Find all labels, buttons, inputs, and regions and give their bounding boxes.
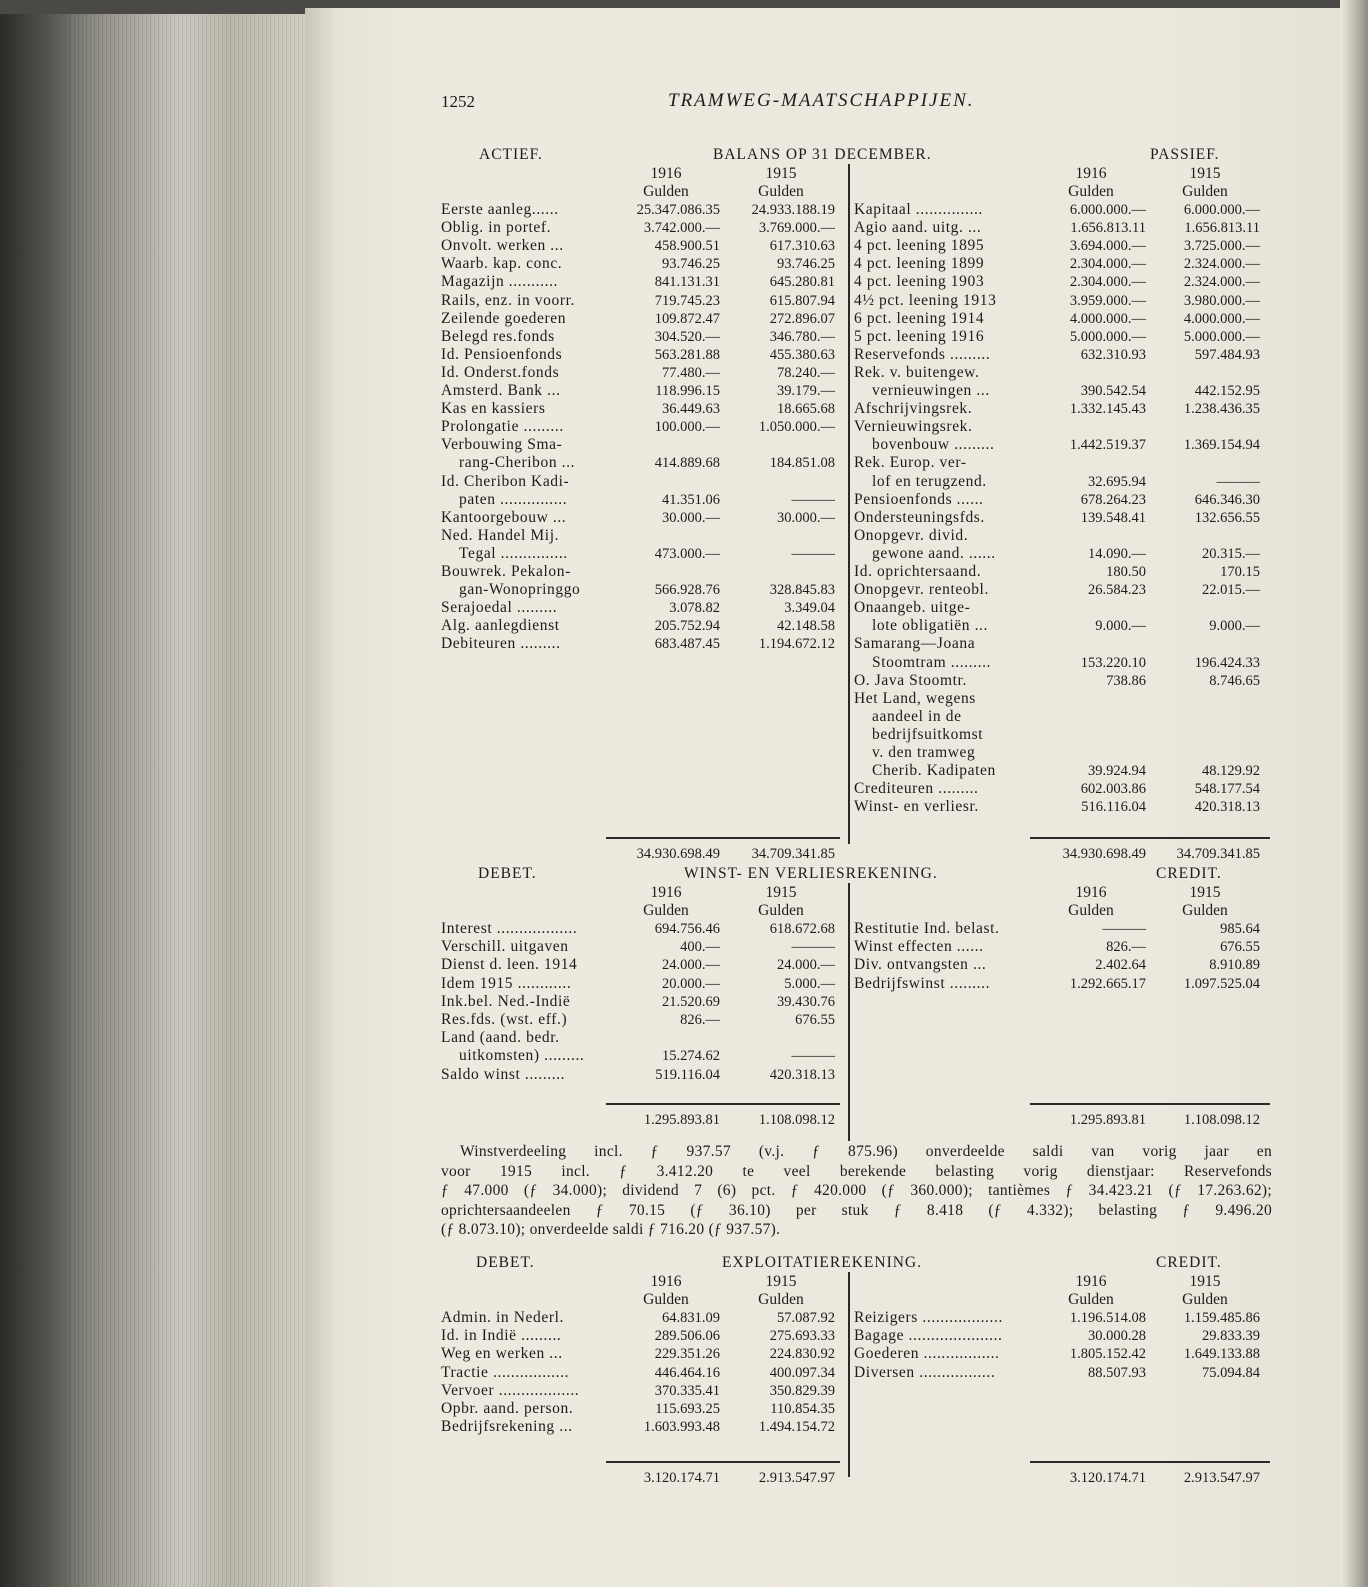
profit_loss-year1-left: 1916	[650, 884, 682, 901]
profit_loss-right-row-value-1915: 676.55	[1220, 939, 1260, 956]
balance-left-row-label: Tegal ...............	[459, 544, 568, 562]
balance-unit1-left: Gulden	[643, 183, 689, 200]
profit_loss-left-row-value-1915: 5.000.—	[784, 975, 835, 992]
balance-left-row-label: Serajoedal .........	[441, 599, 558, 617]
balance-left-row-value-1915: 328.845.83	[769, 582, 835, 599]
profit-distribution-note-line: voor 1915 incl. ƒ 3.412.20 te veel berekende belasting vorig dienstjaar: Reservefonds	[441, 1162, 1272, 1180]
balance-right-row-value-1915: 48.129.92	[1202, 763, 1260, 780]
exploitation-left-row-label: Weg en werken ...	[441, 1345, 563, 1363]
exploitation-right-total-1916: 3.120.174.71	[1069, 1470, 1146, 1486]
exploitation-right-row-value-1916: 1.805.152.42	[1069, 1346, 1146, 1363]
profit_loss-column-divider	[848, 883, 850, 1141]
balance-left-row-value-1916: 30.000.—	[662, 509, 720, 526]
exploitation-left-row-value-1915: 110.854.35	[770, 1401, 835, 1417]
profit_loss-left-row-value-1915: ———	[791, 939, 835, 956]
balance-year1-left: 1916	[650, 165, 682, 182]
balance-left-heading: ACTIEF.	[479, 146, 543, 163]
balance-right-row-value-1915: 3.980.000.—	[1183, 292, 1260, 309]
balance-left-row-label: Id. Pensioenfonds	[441, 345, 563, 363]
balance-right-row-label: Agio aand. uitg. ...	[854, 219, 982, 237]
balance-left-row-label: rang-Cheribon ...	[459, 454, 576, 472]
balance-right-row-label: lote obligatiën ...	[872, 617, 989, 635]
balance-right-row-label: Het Land, wegens	[854, 689, 976, 707]
balance-left-row-value-1916: 100.000.—	[654, 419, 720, 436]
profit_loss-left-row-label: Idem 1915 ............	[441, 974, 572, 992]
balance-left-row-label: Kantoorgebouw ...	[441, 508, 567, 526]
balance-right-row-value-1916: 153.220.10	[1080, 654, 1146, 671]
exploitation-left-row-value-1915: 57.087.92	[777, 1310, 835, 1326]
balance-right-row-label: 6 pct. leening 1914	[854, 309, 985, 327]
balance-left-row-value-1915: 1.050.000.—	[758, 419, 835, 436]
balance-right-row-value-1915: 646.346.30	[1194, 491, 1260, 508]
balance-left-row-value-1916: 3.742.000.—	[643, 220, 720, 237]
exploitation-right-row-value-1916: 88.507.93	[1088, 1364, 1146, 1381]
balance-right-row-label: Ondersteuningsfds.	[854, 508, 985, 526]
exploitation-unit2-right: Gulden	[1182, 1291, 1228, 1308]
balance-left-row-label: Oblig. in portef.	[441, 219, 552, 237]
balance-right-row-label: 4 pct. leening 1903	[854, 273, 985, 291]
balance-left-row-value-1915: 3.349.04	[784, 600, 835, 617]
exploitation-year2-left: 1915	[765, 1273, 797, 1290]
profit_loss-left-row-value-1916: 694.756.46	[654, 921, 720, 937]
exploitation-left-row-value-1916: 289.506.06	[654, 1328, 720, 1345]
profit_loss-left-row-label: Res.fds. (wst. eff.)	[441, 1011, 568, 1028]
running-title: TRAMWEG-MAATSCHAPPIJEN.	[668, 90, 975, 111]
profit_loss-left-heading: DEBET.	[478, 865, 537, 882]
profit_loss-right-row-value-1916: ———	[1102, 921, 1146, 937]
balance-left-row-value-1916: 841.131.31	[654, 274, 720, 291]
balance-right-row-value-1915: 2.324.000.—	[1183, 256, 1260, 273]
balance-right-row-value-1915: 1.369.154.94	[1183, 437, 1260, 454]
profit_loss-right-row-value-1916: 1.292.665.17	[1069, 975, 1146, 992]
balance-right-row-value-1916: 32.695.94	[1088, 473, 1146, 490]
profit_loss-left-row-label: Interest ..................	[441, 920, 578, 937]
profit_loss-left-total-rule	[606, 1103, 840, 1105]
balance-right-row-value-1916: 9.000.—	[1095, 618, 1146, 635]
balance-right-row-label: Cherib. Kadipaten	[872, 762, 996, 780]
profit_loss-year1-right: 1916	[1075, 884, 1107, 901]
profit_loss-left-row-label: uitkomsten) .........	[459, 1047, 585, 1065]
exploitation-left-row-label: Tractie .................	[441, 1363, 570, 1381]
balance-left-row-label: gan-Wonopringgo	[459, 581, 581, 599]
balance-right-row-label: Onopgevr. divid.	[854, 526, 969, 544]
balance-unit1-right: Gulden	[1068, 183, 1114, 200]
balance-right-row-label: lof en terugzend.	[872, 472, 987, 490]
exploitation-right-row-label: Bagage .....................	[854, 1327, 1003, 1345]
balance-right-row-value-1916: 4.000.000.—	[1069, 310, 1146, 327]
balance-right-row-value-1915: 2.324.000.—	[1183, 274, 1260, 291]
balance-right-row-value-1915: 132.656.55	[1194, 509, 1260, 526]
profit_loss-year2-right: 1915	[1189, 884, 1221, 901]
balance-left-row-label: Eerste aanleg......	[441, 201, 559, 218]
balance-left-row-value-1916: 205.752.94	[654, 618, 720, 635]
balance-left-row-label: Amsterd. Bank ...	[441, 382, 561, 399]
profit_loss-left-row-value-1916: 400.—	[680, 939, 720, 956]
profit_loss-unit2-right: Gulden	[1182, 902, 1228, 919]
balance-right-heading: PASSIEF.	[1150, 146, 1220, 163]
exploitation-left-row-value-1915: 224.830.92	[769, 1346, 835, 1363]
profit_loss-left-row-value-1916: 519.116.04	[655, 1066, 720, 1083]
balance-left-row-label: Prolongatie .........	[441, 418, 564, 436]
profit_loss-left-row-label: Dienst d. leen. 1914	[441, 956, 578, 974]
balance-left-row-label: Rails, enz. in voorr.	[441, 291, 575, 309]
balance-left-row-value-1916: 109.872.47	[654, 310, 720, 327]
profit_loss-left-row-label: Ink.bel. Ned.-Indië	[441, 992, 571, 1010]
page-right-edge	[1340, 0, 1368, 1587]
profit_loss-left-row-value-1916: 21.520.69	[662, 993, 720, 1010]
balance-left-row-label: Belegd res.fonds	[441, 327, 555, 345]
balance-right-row-label: Pensioenfonds ......	[854, 490, 984, 508]
balance-right-row-label: 4 pct. leening 1899	[854, 255, 985, 273]
exploitation-left-row-value-1916: 229.351.26	[654, 1346, 720, 1363]
balance-left-row-value-1915: 184.851.08	[769, 455, 835, 472]
exploitation-right-total-1915: 2.913.547.97	[1183, 1470, 1260, 1486]
balance-left-row-value-1916: 41.351.06	[662, 491, 720, 508]
profit_loss-left-row-value-1915: ———	[791, 1048, 835, 1065]
balance-left-row-value-1916: 3.078.82	[669, 600, 720, 617]
balance-right-row-value-1915: 420.318.13	[1194, 799, 1260, 816]
balance-right-row-label: 4 pct. leening 1895	[854, 237, 985, 255]
balance-right-row-value-1916: 678.264.23	[1080, 491, 1146, 508]
balance-right-row-label: Rek. v. buitengew.	[854, 363, 980, 381]
balance-left-row-label: Zeilende goederen	[441, 309, 567, 327]
balance-right-row-value-1916: 1.332.145.43	[1069, 401, 1146, 418]
balance-right-row-label: Winst- en verliesr.	[854, 798, 979, 816]
balance-right-row-label: Onopgevr. renteobl.	[854, 581, 989, 599]
balance-left-row-value-1916: 36.449.63	[662, 401, 720, 418]
exploitation-left-row-label: Bedrijfsrekening ...	[441, 1418, 573, 1436]
balance-left-row-value-1915: 78.240.—	[777, 364, 835, 381]
balance-left-row-value-1915: 18.665.68	[777, 401, 835, 418]
balance-right-row-label: Rek. Europ. ver-	[854, 454, 967, 472]
profit_loss-left-row-value-1915: 420.318.13	[769, 1066, 835, 1083]
balance-left-row-label: Waarb. kap. conc.	[441, 255, 563, 273]
exploitation-left-row-value-1915: 275.693.33	[769, 1328, 835, 1345]
exploitation-left-row-value-1916: 115.693.25	[655, 1401, 720, 1417]
balance-left-row-value-1915: 30.000.—	[777, 509, 835, 526]
profit_loss-left-row-label: Verschill. uitgaven	[441, 938, 569, 956]
exploitation-year2-right: 1915	[1189, 1273, 1221, 1290]
page-number: 1252	[441, 92, 475, 111]
balance-right-row-label: bedrijfsuitkomst	[872, 725, 984, 743]
balance-left-row-label: Debiteuren .........	[441, 635, 561, 653]
exploitation-left-row-value-1916: 1.603.993.48	[643, 1419, 720, 1436]
balance-right-row-value-1916: 3.959.000.—	[1069, 292, 1146, 309]
exploitation-left-row-value-1916: 64.831.09	[662, 1310, 720, 1326]
profit_loss-right-total-1916: 1.295.893.81	[1069, 1112, 1146, 1128]
exploitation-left-heading: DEBET.	[476, 1254, 535, 1271]
balance-left-row-value-1916: 458.900.51	[654, 238, 720, 255]
profit_loss-unit2-left: Gulden	[758, 902, 804, 919]
balance-right-row-label: 5 pct. leening 1916	[854, 327, 985, 345]
balance-left-total-1915: 34.709.341.85	[751, 846, 835, 862]
balance-right-total-rule	[1030, 837, 1270, 839]
balance-right-row-value-1915: 1.238.436.35	[1183, 401, 1260, 418]
exploitation-left-row-label: Id. in Indië .........	[441, 1327, 562, 1345]
profit_loss-left-row-label: Land (aand. bedr.	[441, 1029, 560, 1047]
profit_loss-unit1-right: Gulden	[1068, 902, 1114, 919]
balance-right-row-label: Crediteuren .........	[854, 780, 979, 798]
balance-right-row-value-1916: 516.116.04	[1081, 799, 1146, 816]
balance-right-row-value-1915: 1.656.813.11	[1184, 220, 1260, 237]
profit_loss-right-row-label: Bedrijfswinst .........	[854, 974, 991, 992]
balance-left-row-value-1916: 566.928.76	[654, 582, 720, 599]
balance-right-row-value-1916: 2.304.000.—	[1069, 274, 1146, 291]
balance-right-row-value-1915: 8.746.65	[1209, 672, 1260, 689]
profit_loss-left-row-label: Saldo winst .........	[441, 1065, 566, 1083]
profit_loss-right-row-label: Restitutie Ind. belast.	[854, 920, 1000, 937]
exploitation-right-row-value-1915: 1.649.133.88	[1183, 1346, 1260, 1363]
profit_loss-title: WINST- EN VERLIESREKENING.	[684, 865, 938, 882]
exploitation-left-total-rule	[606, 1461, 840, 1463]
balance-left-row-label: Verbouwing Sma-	[441, 436, 563, 454]
balance-right-row-value-1916: 6.000.000.—	[1069, 202, 1146, 218]
profit_loss-left-total-1915: 1.108.098.12	[758, 1112, 835, 1128]
exploitation-left-row-value-1915: 400.097.34	[769, 1364, 835, 1381]
profit_loss-left-row-value-1915: 618.672.68	[769, 921, 835, 937]
page-edges	[70, 0, 330, 1587]
profit_loss-right-total-rule	[1030, 1103, 1270, 1105]
profit_loss-left-total-1916: 1.295.893.81	[643, 1112, 720, 1128]
balance-left-row-value-1916: 473.000.—	[654, 545, 720, 562]
exploitation-right-row-value-1915: 75.094.84	[1202, 1364, 1260, 1381]
balance-right-row-value-1916: 632.310.93	[1080, 346, 1146, 363]
exploitation-left-total-1916: 3.120.174.71	[643, 1470, 720, 1486]
profit_loss-right-total-1915: 1.108.098.12	[1183, 1112, 1260, 1128]
profit-distribution-note-line: ƒ 47.000 (ƒ 34.000); dividend 7 (6) pct. ƒ 420.000 (ƒ 360.000); tantièmes ƒ 34.423.21 (ƒ 17.263.62);	[441, 1182, 1272, 1199]
profit-distribution-note-line: (ƒ 8.073.10); onverdeelde saldi ƒ 716.20 (ƒ 937.57).	[441, 1221, 781, 1238]
balance-right-row-value-1916: 180.50	[1106, 564, 1146, 580]
balance-right-row-value-1915: 196.424.33	[1194, 654, 1260, 671]
balance-right-row-label: v. den tramweg	[872, 744, 976, 761]
exploitation-left-row-value-1916: 446.464.16	[654, 1364, 720, 1381]
balance-right-total-1915: 34.709.341.85	[1176, 846, 1260, 862]
balance-right-row-label: Kapitaal ...............	[854, 201, 983, 218]
balance-left-row-value-1915: ———	[791, 491, 835, 508]
balance-right-row-value-1915: 597.484.93	[1194, 346, 1260, 363]
profit_loss-right-row-label: Winst effecten ......	[854, 938, 984, 956]
profit_loss-unit1-left: Gulden	[643, 902, 689, 919]
exploitation-right-row-label: Diversen .................	[854, 1363, 996, 1381]
balance-column-divider	[848, 164, 850, 844]
balance-right-row-value-1916: 14.090.—	[1088, 545, 1146, 562]
exploitation-right-row-label: Reizigers ..................	[854, 1309, 1003, 1326]
profit_loss-left-row-value-1915: 39.430.76	[777, 993, 835, 1010]
balance-title: BALANS OP 31 DECEMBER.	[713, 146, 932, 163]
exploitation-right-row-value-1915: 1.159.485.86	[1183, 1310, 1260, 1326]
balance-right-row-value-1916: 602.003.86	[1080, 781, 1146, 798]
exploitation-left-row-label: Opbr. aand. person.	[441, 1400, 574, 1417]
balance-right-row-value-1916: 139.548.41	[1080, 509, 1146, 526]
profit_loss-left-row-value-1916: 826.—	[680, 1012, 720, 1028]
balance-year1-right: 1916	[1075, 165, 1107, 182]
balance-right-row-value-1915: 5.000.000.—	[1183, 328, 1260, 345]
exploitation-column-divider	[848, 1272, 850, 1477]
balance-left-row-value-1916: 93.746.25	[662, 256, 720, 273]
balance-right-row-label: Vernieuwingsrek.	[854, 418, 973, 436]
balance-left-row-label: Alg. aanlegdienst	[441, 617, 560, 635]
exploitation-title: EXPLOITATIEREKENING.	[722, 1254, 922, 1271]
balance-right-row-label: Reservefonds .........	[854, 345, 991, 363]
balance-left-row-value-1915: 272.896.07	[769, 310, 835, 327]
balance-left-total-1916: 34.930.698.49	[636, 846, 720, 862]
balance-left-row-value-1915: 346.780.—	[769, 328, 835, 345]
balance-right-row-value-1915: 9.000.—	[1209, 618, 1260, 635]
balance-left-row-value-1915: 455.380.63	[769, 346, 835, 363]
balance-right-row-value-1916: 1.442.519.37	[1069, 437, 1146, 454]
balance-left-row-label: Kas en kassiers	[441, 400, 546, 418]
balance-right-row-value-1915: ———	[1216, 473, 1260, 490]
profit_loss-right-row-value-1915: 8.910.89	[1209, 957, 1260, 974]
exploitation-left-total-1915: 2.913.547.97	[758, 1470, 835, 1486]
balance-year2-left: 1915	[765, 165, 797, 182]
balance-right-row-value-1916: 5.000.000.—	[1069, 328, 1146, 345]
balance-right-row-label: Id. oprichtersaand.	[854, 563, 982, 580]
balance-right-row-value-1916: 390.542.54	[1080, 383, 1146, 399]
balance-left-row-value-1916: 77.480.—	[662, 364, 720, 381]
balance-right-row-value-1916: 26.584.23	[1088, 582, 1146, 599]
exploitation-right-total-rule	[1030, 1461, 1270, 1463]
balance-right-row-value-1915: 170.15	[1220, 564, 1260, 580]
balance-right-row-label: 4½ pct. leening 1913	[854, 291, 997, 309]
exploitation-right-row-value-1916: 1.196.514.08	[1069, 1310, 1146, 1326]
exploitation-right-row-value-1916: 30.000.28	[1088, 1328, 1146, 1345]
balance-left-row-value-1916: 719.745.23	[654, 292, 720, 309]
balance-left-row-label: Bouwrek. Pekalon-	[441, 563, 571, 580]
balance-left-row-value-1915: ———	[791, 545, 835, 562]
profit-distribution-note-line: Winstverdeeling incl. ƒ 937.57 (v.j. ƒ 875.96) onverdeelde saldi van vorig jaar en	[460, 1143, 1272, 1160]
balance-right-row-value-1916: 1.656.813.11	[1070, 220, 1146, 237]
balance-right-row-value-1915: 4.000.000.—	[1183, 310, 1260, 327]
exploitation-year1-right: 1916	[1075, 1273, 1107, 1290]
profit_loss-left-row-value-1916: 24.000.—	[662, 957, 720, 974]
balance-left-row-value-1916: 118.996.15	[655, 383, 720, 399]
profit_loss-right-heading: CREDIT.	[1156, 865, 1222, 882]
balance-right-row-label: bovenbouw .........	[872, 436, 995, 454]
balance-right-row-value-1916: 2.304.000.—	[1069, 256, 1146, 273]
balance-right-row-value-1915: 6.000.000.—	[1183, 202, 1260, 218]
exploitation-left-row-label: Vervoer ..................	[441, 1381, 580, 1399]
exploitation-left-row-value-1916: 370.335.41	[654, 1382, 720, 1399]
exploitation-unit1-left: Gulden	[643, 1291, 689, 1308]
exploitation-left-row-value-1915: 1.494.154.72	[758, 1419, 835, 1436]
balance-right-row-value-1915: 22.015.—	[1202, 582, 1260, 599]
balance-left-row-label: paten ...............	[459, 490, 568, 508]
exploitation-right-row-label: Goederen .................	[854, 1345, 1000, 1363]
balance-left-row-value-1915: 42.148.58	[777, 618, 835, 635]
balance-unit2-right: Gulden	[1182, 183, 1228, 200]
profit_loss-left-row-value-1916: 15.274.62	[662, 1048, 720, 1065]
exploitation-unit1-right: Gulden	[1068, 1291, 1114, 1308]
balance-right-row-label: Samarang—Joana	[854, 635, 976, 653]
balance-right-row-label: Onaangeb. uitge-	[854, 599, 971, 617]
balance-right-row-label: gewone aand. ......	[872, 544, 996, 562]
balance-unit2-left: Gulden	[758, 183, 804, 200]
balance-left-row-value-1915: 39.179.—	[777, 383, 835, 399]
exploitation-right-row-value-1915: 29.833.39	[1202, 1328, 1260, 1345]
exploitation-right-heading: CREDIT.	[1156, 1254, 1222, 1271]
balance-year2-right: 1915	[1189, 165, 1221, 182]
balance-right-row-value-1916: 3.694.000.—	[1069, 238, 1146, 255]
balance-left-row-label: Ned. Handel Mij.	[441, 526, 560, 544]
profit_loss-right-row-value-1916: 2.402.64	[1095, 957, 1146, 974]
balance-right-total-1916: 34.930.698.49	[1062, 846, 1146, 862]
balance-right-row-value-1915: 442.152.95	[1194, 383, 1260, 399]
profit-distribution-note-line: oprichtersaandeelen ƒ 70.15 (ƒ 36.10) per stuk ƒ 8.418 (ƒ 4.332); belasting ƒ 9.496.20	[441, 1201, 1272, 1219]
exploitation-year1-left: 1916	[650, 1273, 682, 1290]
balance-left-row-value-1915: 617.310.63	[769, 238, 835, 255]
profit_loss-right-row-value-1915: 1.097.525.04	[1183, 975, 1260, 992]
balance-left-row-label: Id. Onderst.fonds	[441, 363, 560, 381]
balance-left-row-value-1915: 24.933.188.19	[751, 202, 835, 218]
balance-left-row-value-1916: 563.281.88	[654, 346, 720, 363]
profit_loss-left-row-value-1915: 24.000.—	[777, 957, 835, 974]
profit_loss-right-row-value-1916: 826.—	[1106, 939, 1146, 956]
balance-left-total-rule	[606, 837, 840, 839]
balance-right-row-value-1915: 548.177.54	[1194, 781, 1260, 798]
balance-left-row-label: Id. Cheribon Kadi-	[441, 472, 570, 490]
balance-left-row-value-1915: 615.807.94	[769, 292, 835, 309]
profit_loss-right-row-value-1915: 985.64	[1220, 921, 1260, 937]
balance-left-row-value-1915: 3.769.000.—	[758, 220, 835, 237]
balance-right-row-label: O. Java Stoomtr.	[854, 671, 967, 689]
profit_loss-left-row-value-1916: 20.000.—	[662, 975, 720, 992]
profit_loss-left-row-value-1915: 676.55	[795, 1012, 835, 1028]
balance-right-row-label: aandeel in de	[872, 707, 962, 725]
balance-left-row-value-1916: 304.520.—	[654, 328, 720, 345]
balance-left-row-value-1916: 414.889.68	[654, 455, 720, 472]
balance-left-row-label: Magazijn ...........	[441, 273, 559, 291]
exploitation-unit2-left: Gulden	[758, 1291, 804, 1308]
balance-right-row-label: Afschrijvingsrek.	[854, 400, 973, 418]
balance-right-row-label: Stoomtram .........	[872, 653, 992, 671]
balance-right-row-value-1916: 39.924.94	[1088, 763, 1146, 780]
balance-left-row-value-1915: 1.194.672.12	[758, 636, 835, 653]
balance-right-row-value-1916: 738.86	[1106, 672, 1146, 689]
profit_loss-right-row-label: Div. ontvangsten ...	[854, 956, 987, 974]
balance-left-row-value-1916: 683.487.45	[654, 636, 720, 653]
exploitation-left-row-value-1915: 350.829.39	[769, 1382, 835, 1399]
balance-right-row-value-1915: 3.725.000.—	[1183, 238, 1260, 255]
balance-right-row-value-1915: 20.315.—	[1202, 545, 1260, 562]
balance-left-row-value-1915: 645.280.81	[769, 274, 835, 291]
balance-left-row-value-1915: 93.746.25	[777, 256, 835, 273]
balance-left-row-value-1916: 25.347.086.35	[636, 202, 720, 218]
balance-right-row-label: vernieuwingen ...	[872, 382, 990, 399]
balance-left-row-label: Onvolt. werken ...	[441, 237, 564, 255]
profit_loss-year2-left: 1915	[765, 884, 797, 901]
exploitation-left-row-label: Admin. in Nederl.	[441, 1309, 564, 1326]
